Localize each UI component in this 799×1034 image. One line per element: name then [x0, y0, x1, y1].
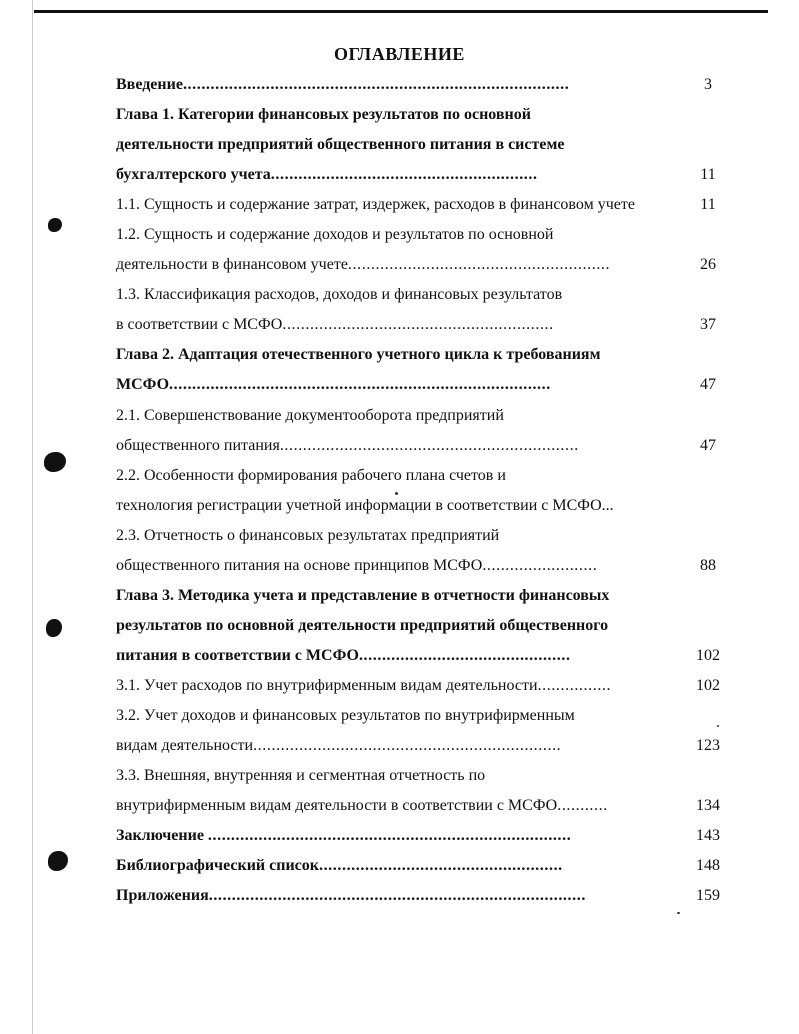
toc-entry-line: [116, 851, 726, 881]
toc-entry-text: [116, 431, 678, 461]
toc-entry-text: [116, 220, 678, 250]
toc-entry-label: 1.1. Сущность и содержание затрат, издержек, расходов в финансовом учете: [116, 196, 635, 214]
toc-entry-line: [116, 130, 726, 160]
toc-page-number: 134: [696, 797, 720, 815]
toc-page-number: 26: [700, 256, 716, 274]
toc-entry-line: [116, 461, 726, 491]
scan-smudge: [44, 452, 66, 472]
toc-entry-line: [116, 581, 726, 611]
toc-entry-text: [116, 190, 678, 220]
toc-entry-line: [116, 70, 726, 100]
toc-entry-text: [116, 100, 678, 130]
toc-entry-line: [116, 791, 726, 821]
toc-page-number: 159: [696, 887, 720, 905]
toc-entry-line: [116, 160, 726, 190]
toc-leader-dots: ................: [537, 676, 612, 694]
toc-entry-text: [116, 461, 678, 491]
toc-leader-dots: ...........................................................: [282, 316, 554, 334]
scan-speck: [677, 912, 680, 914]
toc-leader-dots: ...................................................................................: [169, 376, 551, 394]
scan-smudge: [48, 218, 62, 232]
toc-page-number: 102: [696, 646, 720, 664]
toc-entry-line: [116, 881, 726, 911]
toc-entry-label: общественного питания на основе принципов МСФО: [116, 556, 483, 574]
toc-entry-line: [116, 521, 726, 551]
toc-entry-text: [116, 310, 678, 340]
toc-entry-text: [116, 370, 678, 400]
toc-entry-label: МСФО: [116, 376, 170, 394]
toc-entry-line: [116, 641, 726, 671]
toc-entry-label: Глава 3. Методика учета и представление в отчетности финансовых: [116, 586, 610, 604]
toc-page-number: 11: [700, 166, 716, 184]
toc-entry-label: видам деятельности: [116, 737, 254, 755]
top-border-line: [34, 0, 768, 13]
toc-page-number: 148: [696, 857, 720, 875]
toc-leader-dots: .........................................................: [347, 256, 611, 274]
toc-entry-text: [116, 641, 678, 671]
toc-title: ОГЛАВЛЕНИЕ: [334, 44, 465, 64]
toc-entry-label: Заключение: [116, 827, 208, 845]
toc-entry-text: [116, 581, 678, 611]
toc-page-number: 123: [696, 737, 720, 755]
toc-leader-dots: ..........................................................: [270, 166, 538, 184]
toc-page-number: 37: [700, 316, 716, 334]
toc-entry-line: [116, 731, 726, 761]
toc-entry-label: 2.1. Совершенствование документооборота предприятий: [116, 406, 504, 424]
table-of-contents: [116, 70, 726, 911]
toc-entry-label: деятельности предприятий общественного питания в системе: [116, 136, 565, 154]
toc-leader-dots: ..................................................................................: [208, 887, 586, 905]
toc-entry-text: [116, 340, 678, 370]
toc-entry-text: [116, 881, 678, 911]
toc-page-number: 88: [700, 556, 716, 574]
toc-entry-label: деятельности в финансовом учете: [116, 256, 348, 274]
toc-entry-label: 2.2. Особенности формирования рабочего плана счетов и: [116, 466, 506, 484]
toc-entry-text: [116, 671, 678, 701]
toc-entry-text: [116, 551, 678, 581]
toc-entry-text: [116, 160, 678, 190]
toc-entry-line: [116, 340, 726, 370]
toc-entry-label: Введение: [116, 76, 183, 93]
toc-leader-dots: ..............................................: [358, 646, 571, 664]
toc-entry-line: [116, 190, 726, 220]
toc-entry-label: бухгалтерского учета: [116, 166, 271, 184]
toc-entry-label: общественного питания: [116, 436, 280, 454]
toc-entry-text: [116, 821, 678, 851]
toc-page-number: 11: [700, 196, 716, 214]
toc-entry-line: [116, 821, 726, 851]
toc-entry-label: 2.3. Отчетность о финансовых результатах предприятий: [116, 526, 500, 544]
toc-entry-line: [116, 671, 726, 701]
toc-page-number: 3: [704, 76, 712, 93]
toc-entry-line: [116, 701, 726, 731]
toc-leader-dots: .................................................................: [279, 436, 579, 454]
toc-page-number: 47: [700, 436, 716, 454]
toc-page-number: 143: [696, 827, 720, 845]
toc-entry-label: Глава 2. Адаптация отечественного учетного цикла к требованиям: [116, 346, 601, 364]
toc-entry-label: 3.1. Учет расходов по внутрифирменным видам деятельности: [116, 676, 538, 694]
toc-leader-dots: .........................: [482, 556, 598, 574]
toc-entry-label: 3.2. Учет доходов и финансовых результатов по внутрифирменным: [116, 706, 575, 724]
toc-entry-label: 1.3. Классификация расходов, доходов и финансовых результатов: [116, 286, 563, 304]
toc-leader-dots: ...........: [557, 797, 608, 815]
toc-entry-label: Глава 1. Категории финансовых результатов по основной: [116, 106, 531, 124]
scan-left-edge: [32, 0, 33, 1034]
toc-entry-text: [116, 70, 678, 100]
scan-smudge: [46, 619, 62, 637]
toc-entry-label: технология регистрации учетной информации в соответствии с МСФО...: [116, 496, 614, 514]
toc-entry-label: 3.3. Внешняя, внутренняя и сегментная отчетность по: [116, 767, 486, 785]
toc-entry-line: [116, 370, 726, 400]
toc-entry-label: питания в соответствии с МСФО: [116, 646, 359, 664]
toc-entry-line: [116, 220, 726, 250]
toc-entry-text: [116, 130, 678, 160]
toc-entry-label: Библиографический список: [116, 857, 319, 875]
toc-entry-line: [116, 250, 726, 280]
toc-entry-text: [116, 250, 678, 280]
toc-entry-label: внутрифирменным видам деятельности в соответствии с МСФО: [116, 797, 558, 815]
toc-entry-text: [116, 611, 678, 641]
toc-entry-label: результатов по основной деятельности предприятий общественного: [116, 616, 609, 634]
toc-entry-label: 1.2. Сущность и содержание доходов и результатов по основной: [116, 226, 554, 244]
toc-entry-text: [116, 761, 678, 791]
toc-entry-label: в соответствии с МСФО: [116, 316, 283, 334]
toc-entry-line: [116, 100, 726, 130]
toc-entry-line: [116, 310, 726, 340]
toc-entry-line: [116, 431, 726, 461]
toc-entry-text: [116, 731, 678, 761]
toc-entry-text: [116, 521, 678, 551]
toc-entry-line: [116, 280, 726, 310]
toc-entry-text: [116, 280, 678, 310]
toc-entry-line: [116, 491, 726, 521]
toc-leader-dots: .....................................................: [318, 857, 563, 875]
toc-leader-dots: ...............................................................................: [207, 827, 572, 845]
toc-entry-text: [116, 851, 678, 881]
toc-entry-line: [116, 611, 726, 641]
toc-entry-label: Приложения: [116, 887, 209, 905]
toc-entry-text: [116, 791, 678, 821]
toc-entry-text: [116, 491, 678, 521]
toc-page-number: 47: [700, 376, 716, 394]
toc-entry-text: [116, 401, 678, 431]
toc-page-number: 102: [696, 676, 720, 694]
toc-entry-line: [116, 401, 726, 431]
toc-leader-dots: ...................................................................: [253, 737, 562, 755]
toc-entry-line: [116, 761, 726, 791]
toc-entry-text: [116, 701, 678, 731]
toc-leader-dots: ....................................................................................: [182, 76, 570, 93]
scan-smudge: [48, 851, 68, 871]
toc-entry-line: [116, 551, 726, 581]
